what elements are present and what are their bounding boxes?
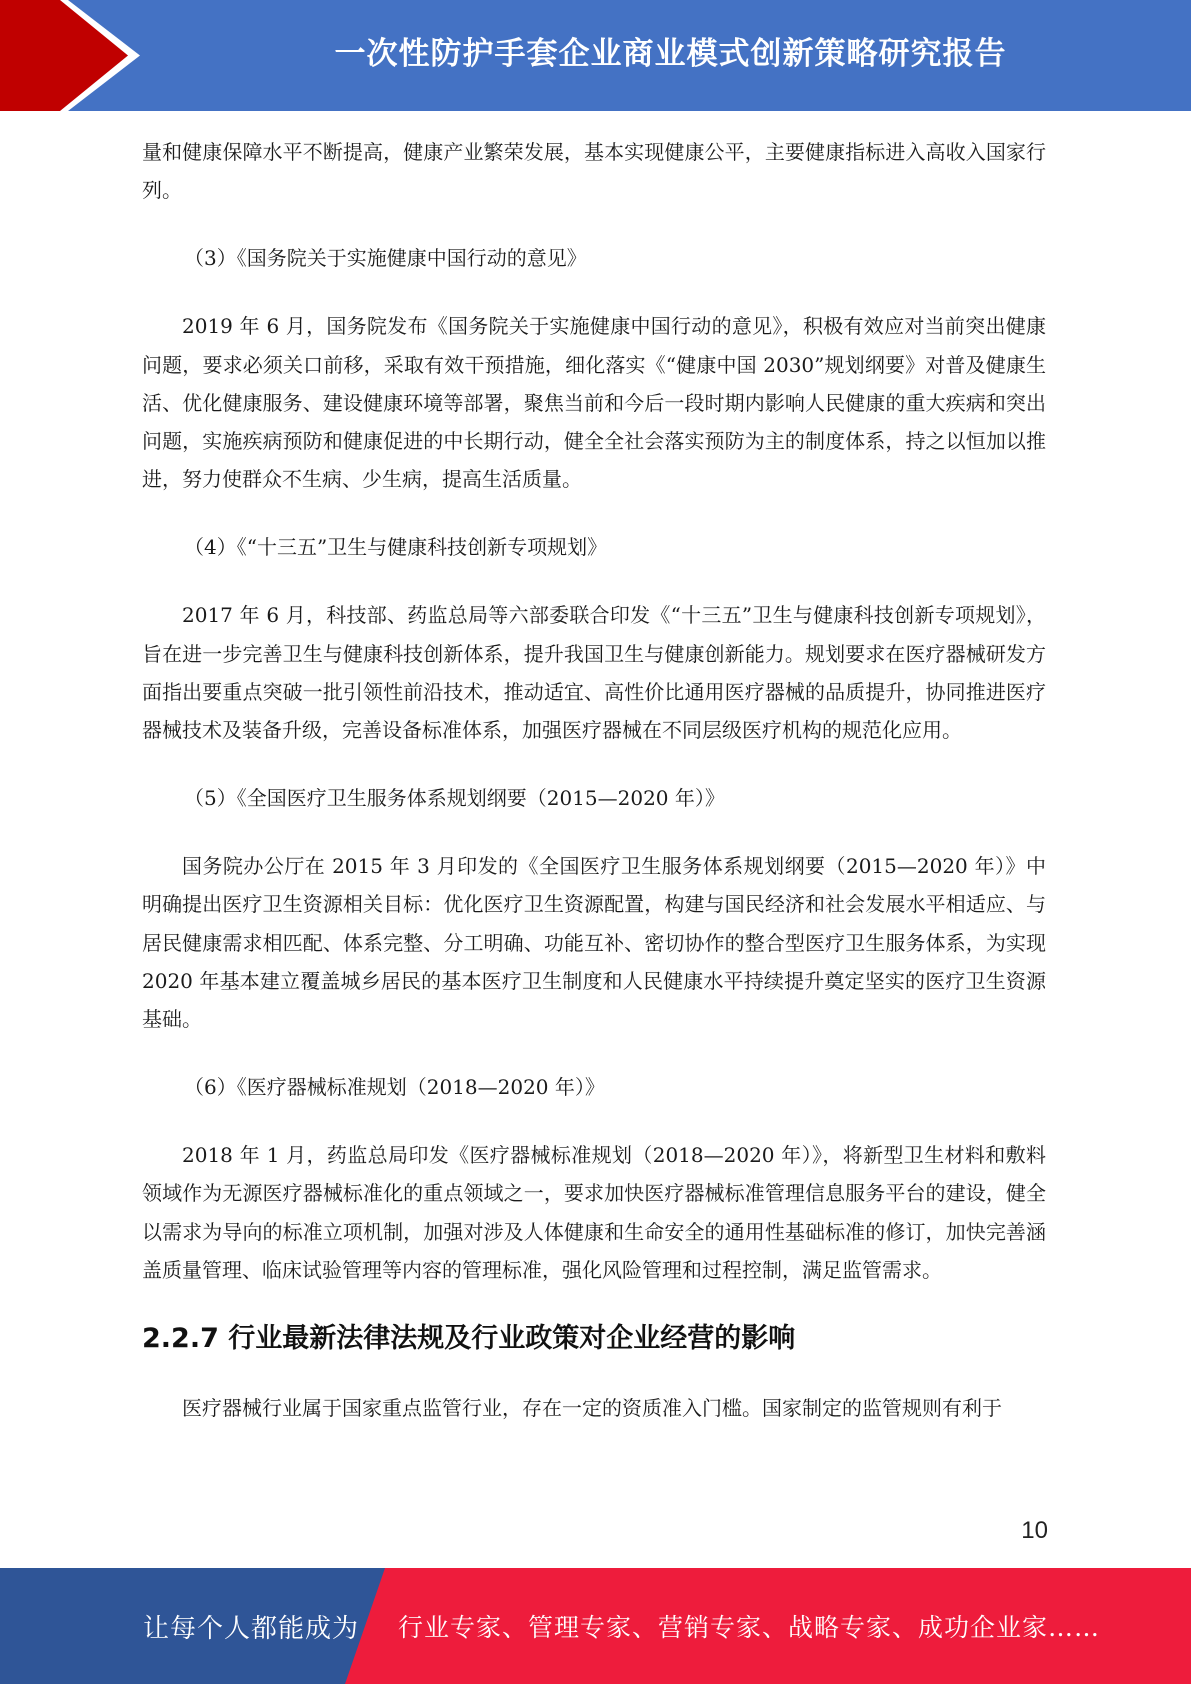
footer-slogan-right: 行业专家、管理专家、营销专家、战略专家、成功企业家…… [398, 1613, 1101, 1642]
section-paragraph: 医疗器械行业属于国家重点监管行业，存在一定的资质准入门槛。国家制定的监管规则有利于 [182, 1396, 1002, 1421]
footer-slogan-left: 让每个人都能成为 [143, 1613, 360, 1644]
policy-title-6: （6）《医疗器械标准规划（2018—2020 年）》 [184, 1075, 605, 1100]
page-number: 10 [1021, 1517, 1048, 1544]
policy-title-4: （4）《“十三五”卫生与健康科技创新专项规划》 [184, 535, 608, 560]
intro-paragraph: 量和健康保障水平不断提高，健康产业繁荣发展，基本实现健康公平，主要健康指标进入高收入国家行列。 [142, 140, 1046, 203]
report-title: 一次性防护手套企业商业模式创新策略研究报告 [334, 35, 1007, 72]
policy-title-5: （5）《全国医疗卫生服务体系规划纲要（2015—2020 年）》 [184, 786, 725, 811]
section-heading: 2.2.7 行业最新法律法规及行业政策对企业经营的影响 [142, 1323, 796, 1355]
policy-body-3: 2019 年 6 月，国务院发布《国务院关于实施健康中国行动的意见》，积极有效应对当前突出健康问题，要求必须关口前移，采取有效干预措施，细化落实《“健康中国 2030”规划纲要》对普及健康生活、优化健康服务、建设健康环境等部署，聚焦当前和今后一段时期内影响人民健康的重大疾病和突出问题，实施疾病预防和健康促进的中长期行动，健全全社会落实预防为主的制度体系，持之以恒加以推进，努力使群众不生病、少生病，提高生活质量。 [142, 314, 1046, 492]
document-body [142, 133, 1046, 1427]
policy-body-5: 国务院办公厅在 2015 年 3 月印发的《全国医疗卫生服务体系规划纲要（2015—2020 年）》中明确提出医疗卫生资源相关目标：优化医疗卫生资源配置，构建与国民经济和社会发展水平相适应、与居民健康需求相匹配、体系完整、分工明确、功能互补、密切协作的整合型医疗卫生服务体系，为实现 2020 年基本建立覆盖城乡居民的基本医疗卫生制度和人民健康水平持续提升奠定坚实的医疗卫生资源基础。 [142, 854, 1046, 1032]
policy-body-4: 2017 年 6 月，科技部、药监总局等六部委联合印发《“十三五”卫生与健康科技创新专项规划》，旨在进一步完善卫生与健康科技创新体系，提升我国卫生与健康创新能力。规划要求在医疗器械研发方面指出要重点突破一批引领性前沿技术，推动适宜、高性价比通用医疗器械的品质提升，协同推进医疗器械技术及装备升级，完善设备标准体系，加强医疗器械在不同层级医疗机构的规范化应用。 [142, 603, 1046, 743]
policy-title-3: （3）《国务院关于实施健康中国行动的意见》 [184, 246, 587, 271]
page-header [0, 0, 1191, 111]
header-chevron-decoration [0, 0, 150, 111]
page-footer [0, 1568, 1191, 1684]
policy-body-6: 2018 年 1 月，药监总局印发《医疗器械标准规划（2018—2020 年）》，将新型卫生材料和敷料领域作为无源医疗器械标准化的重点领域之一，要求加快医疗器械标准管理信息服务平台的建设，健全以需求为导向的标准立项机制，加强对涉及人体健康和生命安全的通用性基础标准的修订，加快完善涵盖质量管理、临床试验管理等内容的管理标准，强化风险管理和过程控制，满足监管需求。 [142, 1143, 1046, 1282]
